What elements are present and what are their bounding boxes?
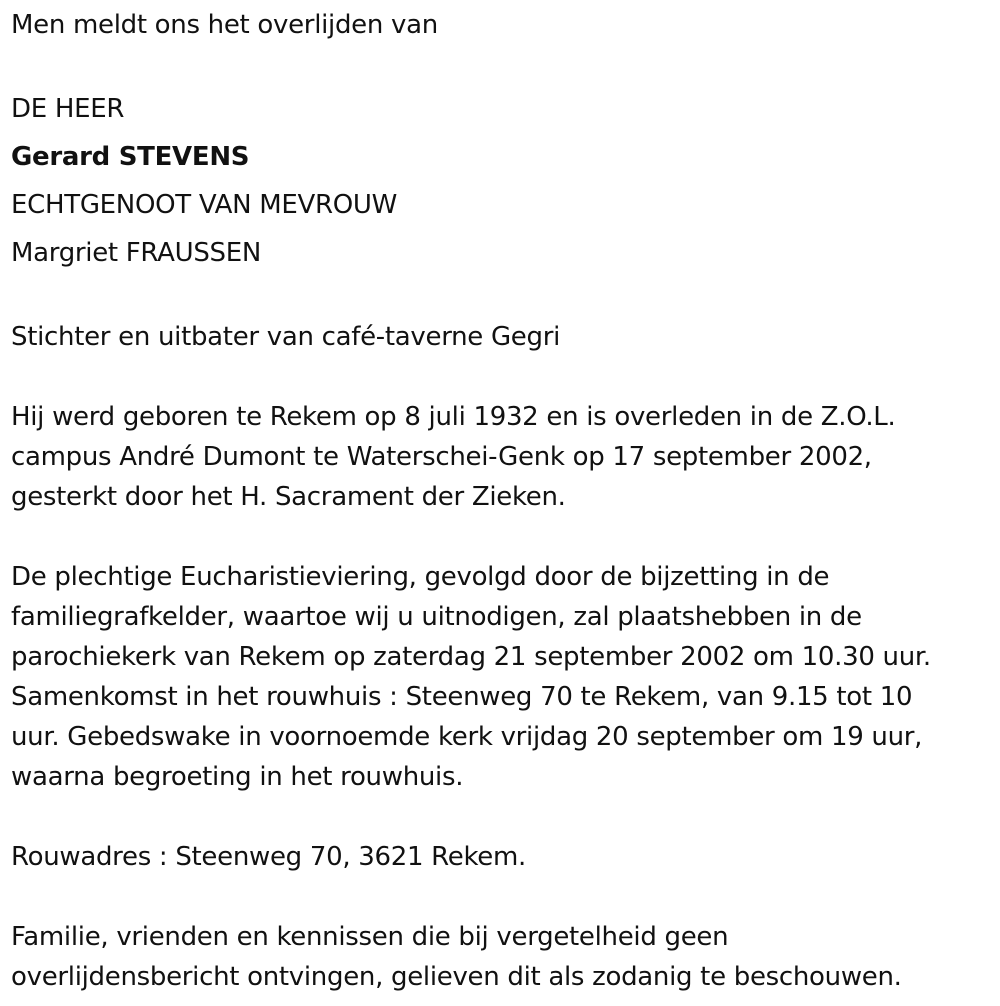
paragraph-line: De plechtige Eucharistieviering, gevolgd door de bijzetting in de xyxy=(11,562,830,592)
spacer xyxy=(11,877,986,917)
deceased-name: Gerard STEVENS xyxy=(11,142,250,172)
paragraph-line: familiegrafkelder, waartoe wij u uitnodigen, zal plaatshebben in de xyxy=(11,602,862,632)
paragraph-line: uur. Gebedswake in voornoemde kerk vrijdag 20 september om 19 uur, xyxy=(11,722,923,752)
birth-death-paragraph xyxy=(11,397,986,517)
intro-line: Men meldt ons het overlijden van xyxy=(11,10,438,40)
death-notice xyxy=(11,0,986,997)
paragraph-line: Samenkomst in het rouwhuis : Steenweg 70 te Rekem, van 9.15 tot 10 xyxy=(11,682,913,712)
spacer xyxy=(11,517,986,557)
paragraph-line: gesterkt door het H. Sacrament der Zieken. xyxy=(11,482,566,512)
paragraph-line: parochiekerk van Rekem op zaterdag 21 september 2002 om 10.30 uur. xyxy=(11,642,931,672)
paragraph-line: Familie, vrienden en kennissen die bij vergetelheid geen xyxy=(11,922,729,952)
paragraph-line: campus André Dumont te Waterschei-Genk op 17 september 2002, xyxy=(11,442,872,472)
spacer xyxy=(11,797,986,837)
spacer xyxy=(11,357,986,397)
ceremony-paragraph xyxy=(11,557,986,797)
paragraph-line: waarna begroeting in het rouwhuis. xyxy=(11,762,464,792)
address-line: Rouwadres : Steenweg 70, 3621 Rekem. xyxy=(11,842,526,872)
relation-line: ECHTGENOOT VAN MEVROUW xyxy=(11,190,398,220)
occupation-line: Stichter en uitbater van café-taverne Gegri xyxy=(11,322,561,352)
paragraph-line: Hij werd geboren te Rekem op 8 juli 1932 en is overleden in de Z.O.L. xyxy=(11,402,896,432)
spacer xyxy=(11,277,986,317)
spacer xyxy=(11,45,986,85)
spouse-name: Margriet FRAUSSEN xyxy=(11,238,262,268)
honorific: DE HEER xyxy=(11,94,125,124)
paragraph-line: overlijdensbericht ontvingen, gelieven dit als zodanig te beschouwen. xyxy=(11,962,902,992)
closing-paragraph xyxy=(11,917,986,997)
